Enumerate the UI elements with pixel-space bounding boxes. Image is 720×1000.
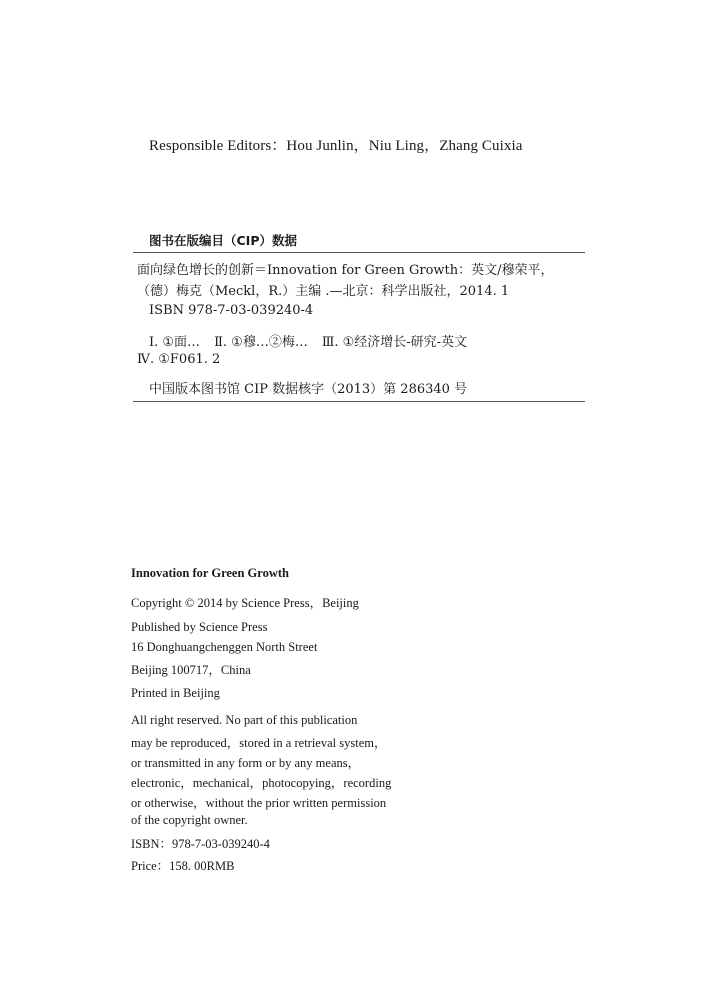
cip-isbn-line: ISBN 978-7-03-039240-4 (149, 303, 314, 318)
rights-line: of the copyright owner. (131, 813, 248, 827)
copyright-line: Copyright © 2014 by Science Press，Beijing (131, 596, 359, 610)
rights-line: or otherwise，without the prior written permission (131, 796, 387, 810)
book-title: Innovation for Green Growth (131, 566, 289, 580)
cip-heading: 图书在版编目（CIP）数据 (149, 233, 297, 248)
cip-title-line: 面向绿色增长的创新＝Innovation for Green Growth：英文/穆荣平， (137, 263, 554, 278)
cip-bottom-rule (133, 401, 585, 402)
publisher-address-line: 16 Donghuangchenggen North Street (131, 640, 318, 654)
cip-class-2: Ⅱ. ①穆…②梅… (214, 335, 308, 350)
cip-classification-line (149, 331, 467, 350)
publisher-line: Published by Science Press (131, 620, 268, 634)
rights-line: electronic，mechanical，photocopying，recording (131, 776, 392, 790)
cip-record-number: 中国版本图书馆 CIP 数据核字（2013）第 286340 号 (149, 382, 468, 397)
price-line: Price：158. 00RMB (131, 859, 235, 873)
cip-class-4: Ⅳ. ①F061. 2 (137, 352, 221, 367)
cip-class-1: Ⅰ. ①面… (149, 335, 201, 350)
rights-line: All right reserved. No part of this publication (131, 713, 358, 727)
cip-class-3: Ⅲ. ①经济增长-研究-英文 (321, 335, 468, 350)
rights-line: or transmitted in any form or by any means， (131, 756, 361, 770)
cip-top-rule (133, 252, 585, 253)
isbn-line: ISBN：978-7-03-039240-4 (131, 837, 270, 851)
printed-in-line: Printed in Beijing (131, 686, 220, 700)
responsible-editors: Responsible Editors：Hou Junlin，Niu Ling，Zhang Cuixia (149, 138, 523, 154)
rights-line: may be reproduced，stored in a retrieval system， (131, 736, 387, 750)
publisher-city-line: Beijing 100717，China (131, 663, 251, 677)
cip-author-publisher-line: （德）梅克（Meckl，R.）主编 .—北京：科学出版社，2014. 1 (137, 284, 510, 299)
